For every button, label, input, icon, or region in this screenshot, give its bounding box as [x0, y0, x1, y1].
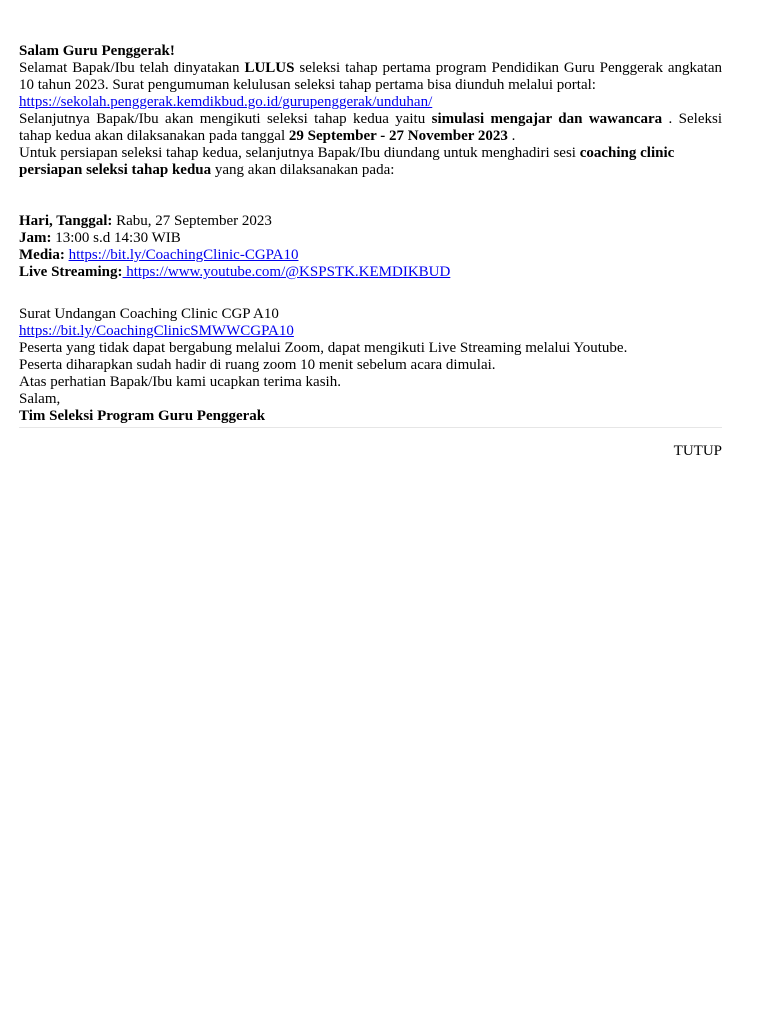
intro-paragraph: Selamat Bapak/Ibu telah dinyatakan LULUS seleksi tahap pertama program Pendidikan Guru Penggerak angkatan 10 tahun 2023. Surat pengumuman kelulusan seleksi tahap pertama bisa diunduh melalui portal: https://sekolah.penggerak.kemdikbud.go.id/gurupenggerak/unduhan/: [19, 60, 723, 110]
greeting: Salam Guru Penggerak!: [19, 43, 175, 59]
divider: [19, 427, 722, 428]
note-live-streaming: Peserta yang tidak dapat bergabung melalui Zoom, dapat mengikuti Live Streaming melalui Youtube.: [19, 340, 628, 356]
detail-media: Media: https://bit.ly/CoachingClinic-CGPA10: [19, 247, 299, 263]
detail-time: Jam: 13:00 s.d 14:30 WIB: [19, 230, 181, 246]
detail-date: Hari, Tanggal: Rabu, 27 September 2023: [19, 213, 272, 229]
note-arrival: Peserta diharapkan sudah hadir di ruang zoom 10 menit sebelum acara dimulai.: [19, 357, 496, 373]
invite-paragraph: Untuk persiapan seleksi tahap kedua, selanjutnya Bapak/Ibu diundang untuk menghadiri sesi coaching clinic persiapan seleksi tahap kedua yang akan dilaksanakan pada:: [19, 145, 675, 178]
media-link[interactable]: https://bit.ly/CoachingClinic-CGPA10: [68, 247, 299, 263]
live-streaming-link[interactable]: https://www.youtube.com/@KSPSTK.KEMDIKBUD: [122, 264, 451, 280]
letter-link[interactable]: https://bit.ly/CoachingClinicSMWWCGPA10: [19, 323, 294, 339]
salutation: Salam,: [19, 391, 61, 407]
next-stage-paragraph: Selanjutnya Bapak/Ibu akan mengikuti seleksi tahap kedua yaitu simulasi mengajar dan wawancara . Seleksi tahap kedua akan dilaksanakan pada tanggal 29 September - 27 November 2023 .: [19, 111, 722, 144]
stage-two-dates: 29 September - 27 November 2023: [288, 128, 508, 144]
close-row: [19, 443, 722, 460]
letter-link-row: [19, 323, 722, 340]
email-body: [19, 43, 722, 460]
portal-link[interactable]: https://sekolah.penggerak.kemdikbud.go.id/gurupenggerak/unduhan/: [19, 94, 433, 110]
close-button[interactable]: TUTUP: [673, 443, 722, 459]
signature: Tim Seleksi Program Guru Penggerak: [19, 408, 266, 424]
note-thanks: Atas perhatian Bapak/Ibu kami ucapkan terima kasih.: [19, 374, 341, 390]
letter-title: Surat Undangan Coaching Clinic CGP A10: [19, 306, 279, 322]
detail-live-streaming: Live Streaming: https://www.youtube.com/@KSPSTK.KEMDIKBUD: [19, 264, 451, 280]
lulus-highlight: LULUS: [244, 60, 295, 76]
coaching-clinic-highlight: coaching clinic persiapan seleksi tahap kedua: [19, 145, 675, 178]
stage-two-activity: simulasi mengajar dan wawancara: [431, 111, 663, 127]
